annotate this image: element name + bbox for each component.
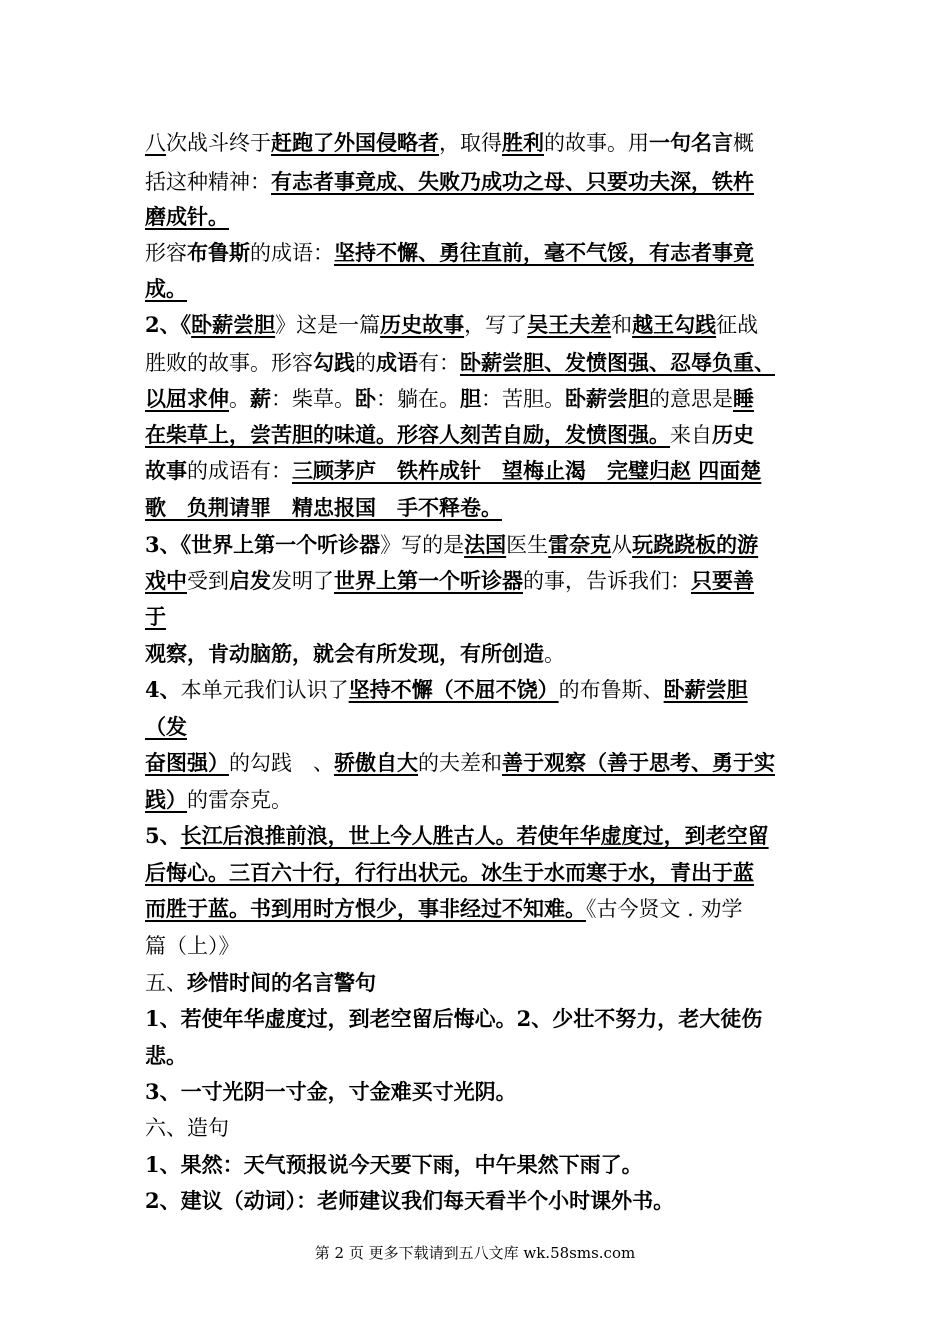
- text-segment: 历史故事: [380, 312, 465, 337]
- text-segment: 赶跑了外国侵略者: [271, 130, 439, 155]
- text-line: [145, 1042, 815, 1070]
- text-segment: 次战斗终于: [166, 131, 271, 155]
- text-segment: 长江后浪推前浪，世上今人胜古人。若使年华虚度过，到老空留: [180, 823, 769, 848]
- text-segment: 篇（上）》: [145, 934, 240, 958]
- text-segment: 括这种精神：: [145, 170, 271, 194]
- text-segment: 来自: [670, 423, 712, 447]
- page-footer: 第 2 页 更多下载请到五八文库 wk.58sms.com: [314, 1244, 636, 1262]
- text-segment: 悲。: [145, 1043, 187, 1068]
- text-segment: 奋图强）: [145, 750, 229, 775]
- text-segment: 》写的是: [380, 533, 465, 557]
- text-line: [145, 311, 815, 339]
- text-segment: 践）: [145, 787, 187, 812]
- text-segment: 磨成针。: [145, 204, 229, 229]
- text-segment: 的勾践 、: [229, 751, 334, 775]
- text-line: [145, 1114, 815, 1142]
- text-segment: ：柴草。: [271, 387, 355, 411]
- text-segment: 成语: [376, 350, 418, 375]
- text-line: [145, 494, 815, 522]
- text-segment: 1、若使年华虚度过，到老空留后悔心。2、少壮不努力，老大徒伤: [145, 1006, 763, 1031]
- text-segment: 胜败的故事。形容: [145, 351, 313, 375]
- text-segment: 八: [145, 131, 166, 155]
- text-segment: 善于观察（善于思考、勇于实: [502, 750, 775, 775]
- text-line: [145, 275, 815, 303]
- text-segment: 的布鲁斯、: [558, 678, 664, 702]
- text-segment: 概: [733, 131, 754, 155]
- text-line: [145, 531, 815, 559]
- text-segment: 历史: [712, 422, 754, 447]
- text-line: [145, 457, 815, 485]
- text-segment: 故事: [145, 458, 187, 483]
- text-line: [145, 239, 815, 267]
- text-segment: 医生: [506, 533, 549, 557]
- text-line: [145, 567, 815, 595]
- text-segment: 玩跷跷板的游: [632, 532, 759, 557]
- text-segment: 吴王夫差: [527, 312, 612, 337]
- text-segment: 睡: [733, 386, 754, 411]
- text-segment: 坚持不懈、勇往直前，毫不气馁，有志者事竟: [334, 240, 754, 265]
- text-segment: （发: [145, 714, 187, 739]
- text-segment: 世界上第一个听诊器: [334, 568, 523, 593]
- text-line: [145, 1187, 815, 1215]
- text-segment: 的夫差和: [418, 751, 502, 775]
- text-line: [145, 932, 815, 960]
- text-segment: 雷奈克: [548, 532, 612, 557]
- text-segment: 5、: [145, 823, 181, 848]
- text-line: [145, 676, 815, 704]
- text-segment: 胆: [460, 386, 481, 411]
- text-segment: 卧: [355, 386, 376, 411]
- text-segment: ：苦胆。: [481, 387, 565, 411]
- text-segment: 卧薪尝胆: [565, 386, 649, 411]
- text-line: [145, 749, 815, 777]
- text-line: [145, 349, 815, 377]
- text-segment: 《古今贤文 . 劝学: [586, 897, 743, 921]
- text-segment: ：躺在。: [376, 387, 460, 411]
- text-segment: 形容: [145, 241, 187, 265]
- text-line: [145, 895, 815, 923]
- text-segment: 启发: [229, 568, 271, 593]
- text-line: [145, 1078, 815, 1106]
- text-line: [145, 203, 815, 231]
- text-segment: 》这是一篇: [275, 313, 381, 337]
- text-segment: 征战: [716, 313, 759, 337]
- text-segment: ，取得: [439, 131, 502, 155]
- text-segment: 的雷奈克。: [187, 788, 292, 812]
- text-segment: 卧薪尝胆、发愤图强、忍辱负重、: [460, 350, 775, 375]
- text-segment: 勾践: [313, 350, 355, 375]
- text-segment: 法国: [464, 532, 507, 557]
- text-segment: 世界上第一个听诊器: [191, 532, 381, 557]
- text-line: [145, 1005, 815, 1033]
- text-line: [145, 1151, 815, 1179]
- text-segment: 发明了: [271, 569, 334, 593]
- text-line: [145, 640, 815, 668]
- text-line: [145, 385, 815, 413]
- text-segment: 一句名言: [649, 130, 733, 155]
- text-line: [145, 859, 815, 887]
- text-segment: 有志者事竟成、失败乃成功之母、只要功夫深，铁杵: [271, 169, 754, 194]
- text-segment: 只要善: [691, 568, 754, 593]
- text-segment: 的成语有：: [187, 459, 292, 483]
- text-segment: 的: [355, 351, 376, 375]
- text-segment: 后悔心。三百六十行，行行出状元。冰生于水而寒于水，青出于蓝: [145, 860, 754, 885]
- text-line: [145, 713, 815, 741]
- text-segment: 1、果然：天气预报说今天要下雨，中午果然下雨了。: [145, 1152, 643, 1177]
- text-line: [145, 421, 815, 449]
- text-segment: 卧薪尝胆: [663, 677, 748, 702]
- text-segment: 和: [611, 313, 633, 337]
- text-segment: 的故事。用: [544, 131, 649, 155]
- text-segment: ，写了: [464, 313, 528, 337]
- text-segment: 从: [611, 533, 633, 557]
- text-segment: 而胜于蓝。书到用时方恨少，事非经过不知难。: [145, 896, 586, 921]
- text-line: [145, 822, 815, 850]
- text-segment: 三顾茅庐 铁杵成针 望梅止渴 完璧归赵 四面楚: [292, 458, 762, 483]
- text-segment: 的成语：: [250, 241, 334, 265]
- text-segment: 受到: [187, 569, 229, 593]
- text-segment: 歌 负荆请罪 精忠报国 手不释卷。: [145, 495, 502, 520]
- text-segment: 的意思是: [649, 387, 733, 411]
- text-line: [145, 129, 815, 157]
- text-segment: 戏中: [145, 568, 187, 593]
- text-segment: 布鲁斯: [187, 240, 250, 265]
- text-segment: 3、《: [145, 532, 192, 557]
- text-segment: 。: [544, 642, 565, 666]
- text-line: [145, 603, 815, 631]
- text-segment: 坚持不懈（不屈不饶）: [348, 677, 559, 702]
- text-segment: 五、: [145, 971, 187, 995]
- text-segment: 在柴草上，尝苦胆的味道。形容人刻苦自励，发愤图强。: [145, 422, 670, 447]
- text-line: [145, 168, 815, 196]
- text-segment: 骄傲自大: [334, 750, 418, 775]
- text-segment: 4、: [145, 677, 181, 702]
- text-segment: 成。: [145, 276, 187, 301]
- text-segment: 。: [229, 387, 250, 411]
- text-segment: 3、一寸光阴一寸金，寸金难买寸光阴。: [145, 1079, 517, 1104]
- text-segment: 薪: [250, 386, 271, 411]
- text-segment: 六、造句: [145, 1116, 229, 1140]
- text-segment: 有：: [418, 351, 460, 375]
- text-segment: 观察，肯动脑筋，就会有所发现，有所创造: [145, 641, 544, 666]
- text-segment: 本单元我们认识了: [180, 678, 349, 702]
- text-segment: 胜利: [502, 130, 544, 155]
- text-segment: 卧薪尝胆: [191, 312, 276, 337]
- text-segment: 的事，告诉我们：: [523, 569, 691, 593]
- text-segment: 越王勾践: [632, 312, 717, 337]
- text-line: [145, 969, 815, 997]
- text-segment: 以屈求伸: [145, 386, 229, 411]
- text-segment: 2、《: [145, 312, 192, 337]
- text-segment: 2、建议（动词）：老师建议我们每天看半个小时课外书。: [145, 1188, 675, 1213]
- text-segment: 于: [145, 604, 166, 629]
- text-segment: 珍惜时间的名言警句: [187, 970, 376, 995]
- text-line: [145, 786, 815, 814]
